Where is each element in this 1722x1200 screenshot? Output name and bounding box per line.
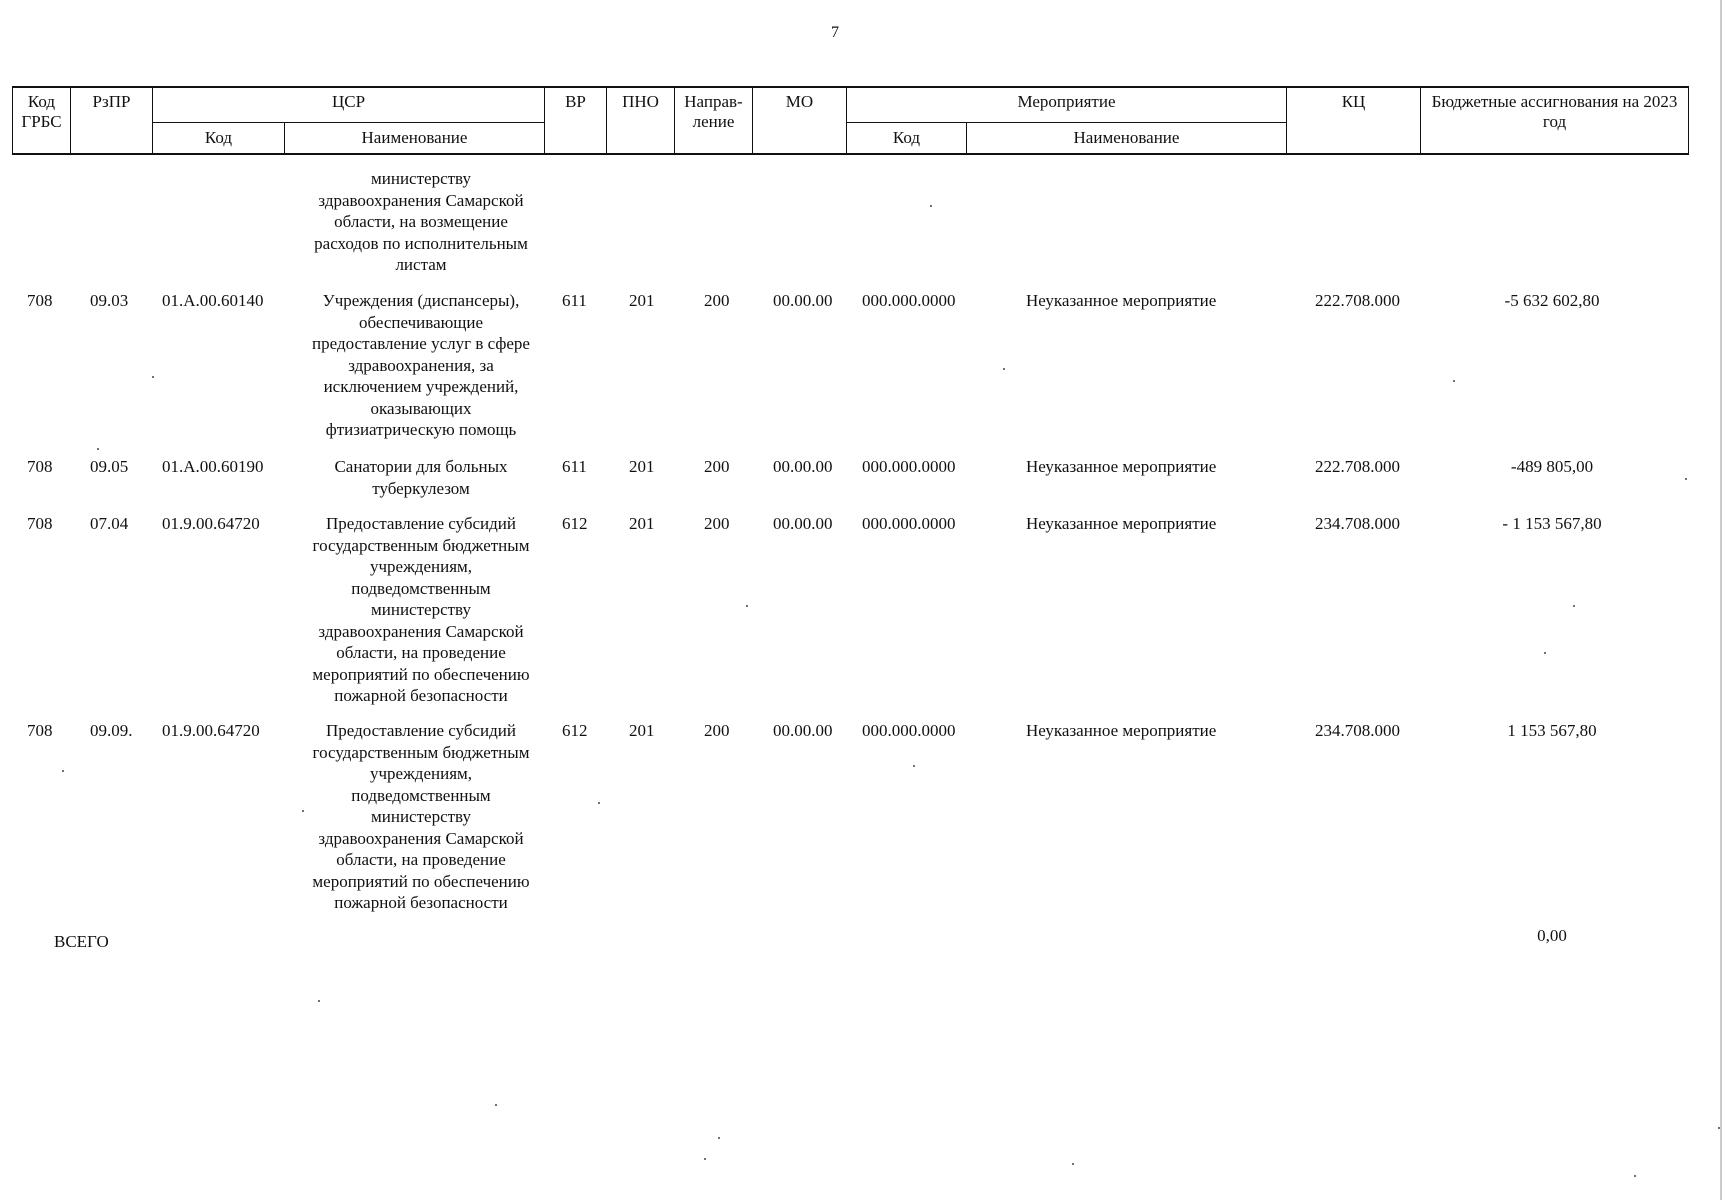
cell-direction: 200 [704,721,730,740]
cell-grbs: 708 [27,291,53,310]
cell-csr-name: Учреждения (диспансеры), обеспечивающие предоставление услуг в сфере здравоохранения, за исключением учреждений, оказывающих фтизиатрическую помощь [312,291,530,439]
scan-speck [152,376,154,378]
header-rzpr: РзПР [71,87,153,154]
cell-event-code: 000.000.0000 [862,514,956,533]
cell-mo: 00.00.00 [773,457,833,476]
continuation-row [12,168,1688,290]
scan-speck [62,770,64,772]
cell-rzpr: 07.04 [90,514,129,533]
cell-csr-code: 01.9.00.64720 [162,721,260,740]
cell-direction: 200 [704,291,730,310]
cell-csr-name: Предоставление субсидий государственным бюджетным учреждениям, подведомственным министерству здравоохранения Самарской области, на проведение мероприятий по обеспечению пожарной безопасности [312,721,530,912]
scan-speck [495,1104,497,1106]
cell-kc: 222.708.000 [1315,291,1400,310]
cell-rzpr: 09.05 [90,457,129,476]
cell-amount: -489 805,00 [1510,457,1594,476]
cell-csr-code: 01.А.00.60190 [162,457,264,476]
cell-mo: 00.00.00 [773,514,833,533]
cell-csr-code: 01.А.00.60140 [162,291,264,310]
table-body [12,168,1688,912]
total-value: 0,00 [1537,926,1567,945]
cell-event-name: Неуказанное мероприятие [1026,514,1217,533]
cell-amount: -5 632 602,80 [1504,291,1600,310]
cell-csr-code: 01.9.00.64720 [162,514,260,533]
cell-grbs: 708 [27,457,53,476]
cell-mo: 00.00.00 [773,721,833,740]
cell-event-name: Неуказанное мероприятие [1026,457,1217,476]
cell-direction: 200 [704,514,730,533]
cell-mo: 00.00.00 [773,291,833,310]
cell-event-code: 000.000.0000 [862,291,956,310]
scan-speck [1003,368,1005,370]
header-vr: ВР [545,87,607,154]
header-csr: ЦСР [153,87,545,123]
cell-pno: 201 [629,291,655,310]
cell-kc: 222.708.000 [1315,457,1400,476]
cell-pno: 201 [629,457,655,476]
continuation-text: министерству здравоохранения Самарской области, на возмещение расходов по исполнительным листам [314,169,528,274]
cell-amount: - 1 153 567,80 [1502,514,1602,533]
cell-pno: 201 [629,514,655,533]
scan-speck [1544,652,1546,654]
header-budget: Бюджетные ассигнования на 2023 год [1421,87,1689,154]
header-direction: Направ-ление [675,87,753,154]
scan-speck [930,205,932,207]
header-kc: КЦ [1287,87,1421,154]
scan-speck [598,802,600,804]
cell-grbs: 708 [27,721,53,740]
scan-speck [746,605,748,607]
cell-rzpr: 09.09. [90,721,133,740]
cell-kc: 234.708.000 [1315,514,1400,533]
total-label: ВСЕГО [54,932,109,951]
table-header [12,86,1689,155]
table-row [12,290,1688,460]
cell-event-code: 000.000.0000 [862,721,956,740]
scan-speck [1634,1175,1636,1177]
cell-direction: 200 [704,457,730,476]
scan-speck [302,810,304,812]
header-event-name: Наименование [967,123,1287,155]
header-pno: ПНО [607,87,675,154]
cell-event-name: Неуказанное мероприятие [1026,291,1217,310]
scan-speck [718,1137,720,1139]
table-row [12,513,1688,713]
header-csr-code: Код [153,123,285,155]
header-grbs: Код ГРБС [13,87,71,154]
scan-speck [1573,605,1575,607]
cell-vr: 611 [562,291,587,310]
scan-speck [913,765,915,767]
cell-kc: 234.708.000 [1315,721,1400,740]
header-event-code: Код [847,123,967,155]
page-number: 7 [831,24,839,41]
cell-rzpr: 09.03 [90,291,129,310]
scan-speck [1453,380,1455,382]
scan-speck [704,1158,706,1160]
header-csr-name: Наименование [285,123,545,155]
table-row [12,456,1688,512]
cell-event-code: 000.000.0000 [862,457,956,476]
table-row [12,720,1688,920]
scan-speck [318,1000,320,1002]
cell-pno: 201 [629,721,655,740]
cell-grbs: 708 [27,514,53,533]
scan-speck [97,448,99,450]
cell-vr: 612 [562,721,588,740]
header-mo: МО [753,87,847,154]
cell-csr-name: Предоставление субсидий государственным бюджетным учреждениям, подведомственным министерству здравоохранения Самарской области, на проведение мероприятий по обеспечению пожарной безопасности [312,514,530,705]
header-event: Мероприятие [847,87,1287,123]
cell-event-name: Неуказанное мероприятие [1026,721,1217,740]
cell-vr: 612 [562,514,588,533]
scan-speck [1685,478,1687,480]
cell-amount: 1 153 567,80 [1507,721,1597,740]
cell-csr-name: Санатории для больных туберкулезом [334,457,508,498]
scan-speck [1072,1163,1074,1165]
cell-vr: 611 [562,457,587,476]
